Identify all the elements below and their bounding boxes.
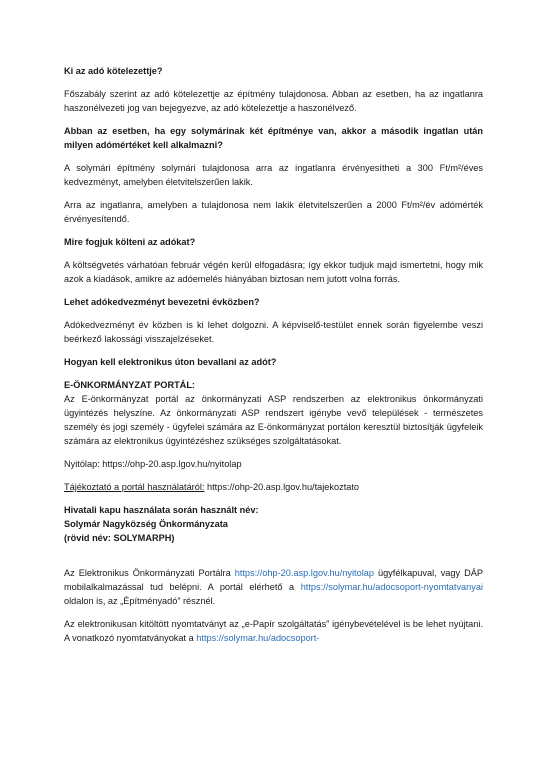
hivatali-kapu-short-name: (rövid név: SOLYMARPH) — [64, 533, 175, 543]
nyitolap-line: Nyitólap: https://ohp-20.asp.lgov.hu/nyitolap — [64, 459, 242, 469]
spacer — [64, 554, 483, 566]
nyitolap-link[interactable]: https://ohp-20.asp.lgov.hu/nyitolap — [234, 568, 374, 578]
portal-description: Az E-önkormányzat portál az önkormányzati ASP rendszerben az elektronikus önkormányzati ügyintézés helyszíne. Az önkormányzati ASP rendszert igénybe vevő települések - természetes személy és jogi személy - ügyfelei számára az E-önkormányzat portálon keresztül biztosítják ügyfeleik számára az elektronikus ügyintézéshez szükséges szolgáltatásokat. — [64, 394, 483, 446]
tajekoztato-label: Tájékoztató a portál használatáról: — [64, 482, 205, 492]
answer-paragraph: Adókedvezményt év közben is ki lehet dolgozni. A képviselő-testület ennek során figyelembe veszi beérkező lakossági visszajelzéseket. — [64, 320, 483, 344]
adocsoport-link[interactable]: https://solymar.hu/adocsoport- — [196, 633, 320, 643]
question-heading: Ki az adó kötelezettje? — [64, 66, 163, 76]
hivatali-kapu-name: Solymár Nagyközség Önkormányzata — [64, 519, 228, 529]
question-heading: Abban az esetben, ha egy solymárinak két építménye van, akkor a második ingatlan után milyen adómértéket kell alkalmazni? — [64, 126, 483, 150]
nyomtatvanyai-link[interactable]: https://solymar.hu/adocsoport-nyomtatvanyai — [300, 582, 483, 592]
epapir-paragraph: Az elektronikusan kitöltött nyomtatványt az „e-Papír szolgáltatás” igénybevételével is be lehet nyújtani. A vonatkozó nyomtatványokat a https://solymar.hu/adocsoport- — [64, 619, 483, 643]
answer-paragraph: A solymári építmény solymári tulajdonosa arra az ingatlanra érvényesítheti a 300 Ft/m²/éves kedvezményt, amelyben életvitelszerűen lakik. — [64, 163, 483, 187]
question-heading: Lehet adókedvezményt bevezetni évközben? — [64, 297, 260, 307]
portal-access-paragraph: Az Elektronikus Önkormányzati Portálra https://ohp-20.asp.lgov.hu/nyitolap ügyfélkapuval, vagy DÁP mobilalkalmazással tud belépni. A portál elérhető a https://solymar.hu/adocsoport-nyomtatvanyai oldalon is, az „Építményadó” résznél. — [64, 568, 483, 606]
question-heading: Hogyan kell elektronikus úton bevallani az adót? — [64, 357, 277, 367]
question-heading: Mire fogjuk költeni az adókat? — [64, 237, 196, 247]
hivatali-kapu-heading: Hivatali kapu használata során használt név: — [64, 505, 259, 515]
tajekoztato-url: https://ohp-20.asp.lgov.hu/tajekoztato — [204, 482, 360, 492]
answer-paragraph: A költségvetés várhatóan február végén kerül elfogadásra; így ekkor tudjuk majd ismertetni, hogy mik azok a kiadások, amikre az adóemelés hiányában biztosan nem jutott volna forrás. — [64, 260, 483, 284]
answer-paragraph: Főszabály szerint az adó kötelezettje az építmény tulajdonosa. Abban az esetben, ha az ingatlanra haszonélvezeti jog van bejegyezve, az adó kötelezettje a haszonélvező. — [64, 89, 483, 113]
tajekoztato-line — [64, 480, 483, 494]
portal-title: E-ÖNKORMÁNYZAT PORTÁL: — [64, 380, 195, 390]
answer-paragraph: Arra az ingatlanra, amelyben a tulajdonosa nem lakik életvitelszerűen a 2000 Ft/m²/év adómérték érvényesítendő. — [64, 200, 483, 224]
